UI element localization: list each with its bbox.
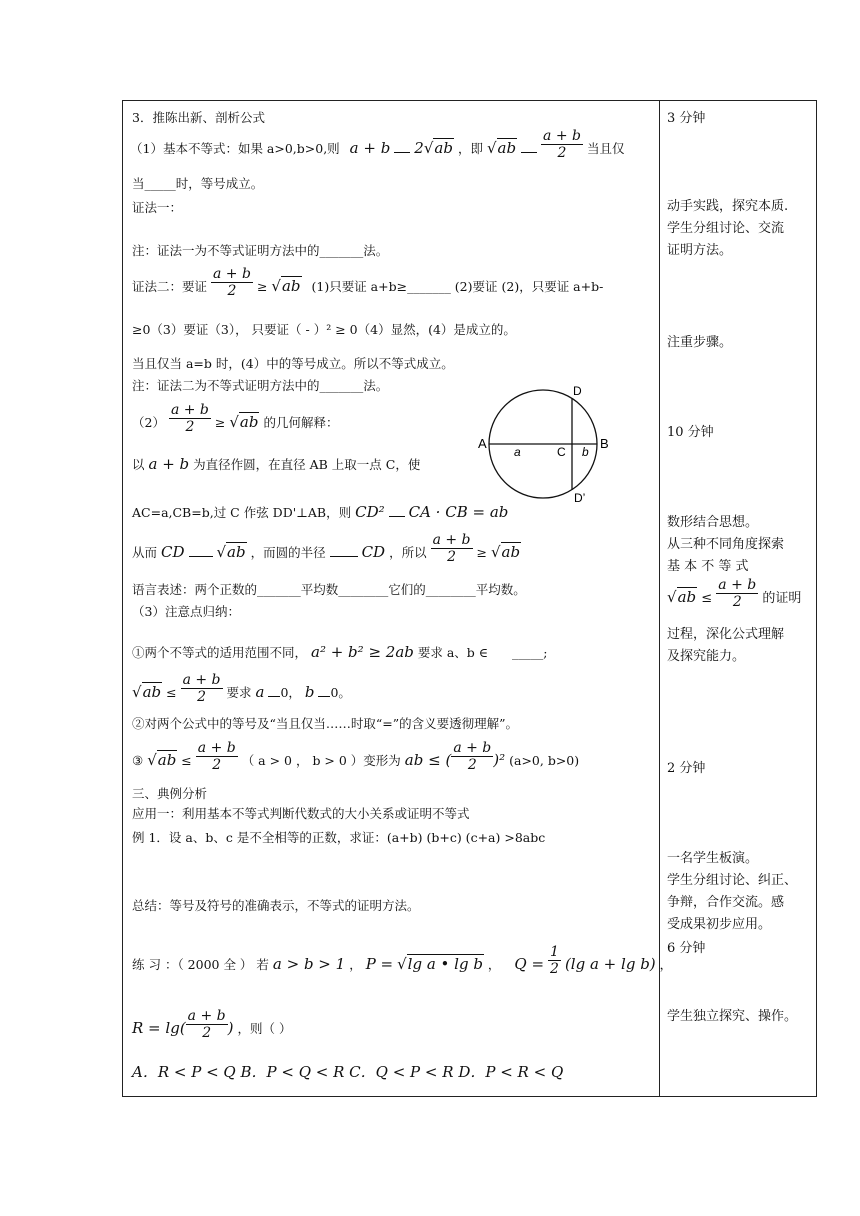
proof-one-note: 注：证法一为不等式证明方法中的_______法。 (132, 243, 389, 258)
time-2min: 2 分钟 (667, 761, 706, 776)
application-one: 应用一：利用基本不等式判断代数式的大小关系或证明不等式 (132, 806, 470, 821)
label-d-point: D (573, 384, 582, 398)
label-c-point: C (557, 445, 566, 459)
label-b-point: B (600, 436, 609, 451)
note-basic-ineq: 基 本 不 等 式 (667, 559, 749, 574)
note-group: 学生分组讨论、纠正、 (667, 873, 798, 888)
exercise-line: 练 习 ：（ 2000 全 ） 若 a > b > 1 ， P = √ lg a • lg b ， Q = $\frac{1}{2}$ (lg a + lg b) ， (132, 954, 672, 977)
construction-line: 以 a + b 为直径作圆，在直径 AB 上取一点 C，使 (132, 455, 421, 473)
note-one: ①两个不等式的适用范围不同， a² + b² ≥ 2ab 要求 a、b ∈ _____; (132, 643, 548, 661)
equality-condition: 当_____时，等号成立。 (132, 176, 264, 191)
language-statement: 语言表述：两个正数的_______平均数________它们的________平均数。 (132, 582, 526, 597)
note-one-cont: √ ab ≤ $\frac{a + b}{2}$ 要求 a 0， b 0。 (132, 682, 351, 705)
note-shape-number: 数形结合思想。 (667, 515, 759, 530)
note-two: ②对两个公式中的等号及“当且仅当……时取“=”的含义要透彻理解”。 (132, 716, 519, 731)
chord-line: AC=a,CB=b,过 C 作弦 DD'⊥AB，则 CD² CA · CB = ab (132, 503, 509, 521)
note-independent: 学生独立探究、操作。 (667, 1009, 798, 1024)
note-proof-formula: √ ab ≤ $\frac{a + b}{2}$ 的证明 (667, 586, 801, 610)
note-three: ③ √ ab ≤ $\frac{a + b}{2}$ （ a > 0 ， b > 0 ）变形为 ab ≤ ( $\frac{a + b}{2}$ )² (a>0, b>0) (132, 750, 579, 773)
summary-line: 总结：等号及符号的准确表示，不等式的证明方法。 (132, 898, 420, 913)
note-three-angles: 从三种不同角度探索 (667, 537, 785, 552)
note-practice: 动手实践，探究本质. (667, 199, 789, 214)
time-3min: 3 分钟 (667, 111, 706, 126)
label-d2-point: D’ (574, 491, 586, 505)
note-steps: 注重步骤。 (667, 335, 733, 350)
proof-two-step: ≥0（3）要证（3）， 只要证（ - ）² ≥ 0（4）显然，(4）是成立的。 (132, 322, 516, 337)
time-6min: 6 分钟 (667, 941, 706, 956)
geometric-heading: （2） $\frac{a + b}{2}$ ≥ √ ab 的几何解释： (132, 412, 338, 435)
column-divider (659, 100, 660, 1097)
label-a-segment: a (514, 445, 521, 459)
exercise-r-line: R = lg( $\frac{a + b}{2}$ ) ，则（ ） (132, 1008, 292, 1041)
note-deepen: 过程，深化公式理解 (667, 627, 785, 642)
examples-heading: 三、典例分析 (132, 786, 208, 801)
note-board: 一名学生板演。 (667, 851, 759, 866)
example-one: 例 1．设 a、b、c 是不全相等的正数，求证：(a+b) (b+c) (c+a) >8abc (132, 830, 546, 845)
section-heading: 3．推陈出新、剖析公式 (132, 110, 265, 125)
proof-two-line: 证法二：要证 $\frac{a + b}{2}$ ≥ √ ab (1)只要证 a+b≥_______ (2)要证 (2)，只要证 a+b- (132, 276, 603, 299)
basic-inequality-line: （1）基本不等式：如果 a>0,b>0,则 a + b 2√ ab ，即 √ ab $\frac{a + b}{2}$ 当且仅 (130, 138, 624, 161)
proof-two-conclusion: 当且仅当 a=b 时，(4）中的等号成立。所以不等式成立。 (132, 356, 454, 371)
therefore-line: 从而 CD √ ab ，而圆的半径 CD ，所以 $\frac{a + b}{2}$ ≥ √ ab (132, 542, 521, 565)
note-discuss: 学生分组讨论、交流 (667, 221, 785, 236)
answer-choices: A．R < P < Q B．P < Q < R C．Q < P < R D．P < R < Q (132, 1063, 564, 1081)
proof-two-note: 注：证法二为不等式证明方法中的_______法。 (132, 378, 389, 393)
label-b-segment: b (582, 445, 589, 459)
circle-diagram (470, 378, 620, 518)
proof-one-label: 证法一： (132, 200, 183, 215)
notes-heading: （3）注意点归纳： (132, 604, 240, 619)
note-debate: 争辩，合作交流。感 (667, 895, 785, 910)
time-10min: 10 分钟 (667, 425, 714, 440)
note-method: 证明方法。 (667, 243, 733, 258)
note-apply: 受成果初步应用。 (667, 917, 772, 932)
note-ability: 及探究能力。 (667, 649, 746, 664)
label-a-point: A (478, 436, 487, 451)
